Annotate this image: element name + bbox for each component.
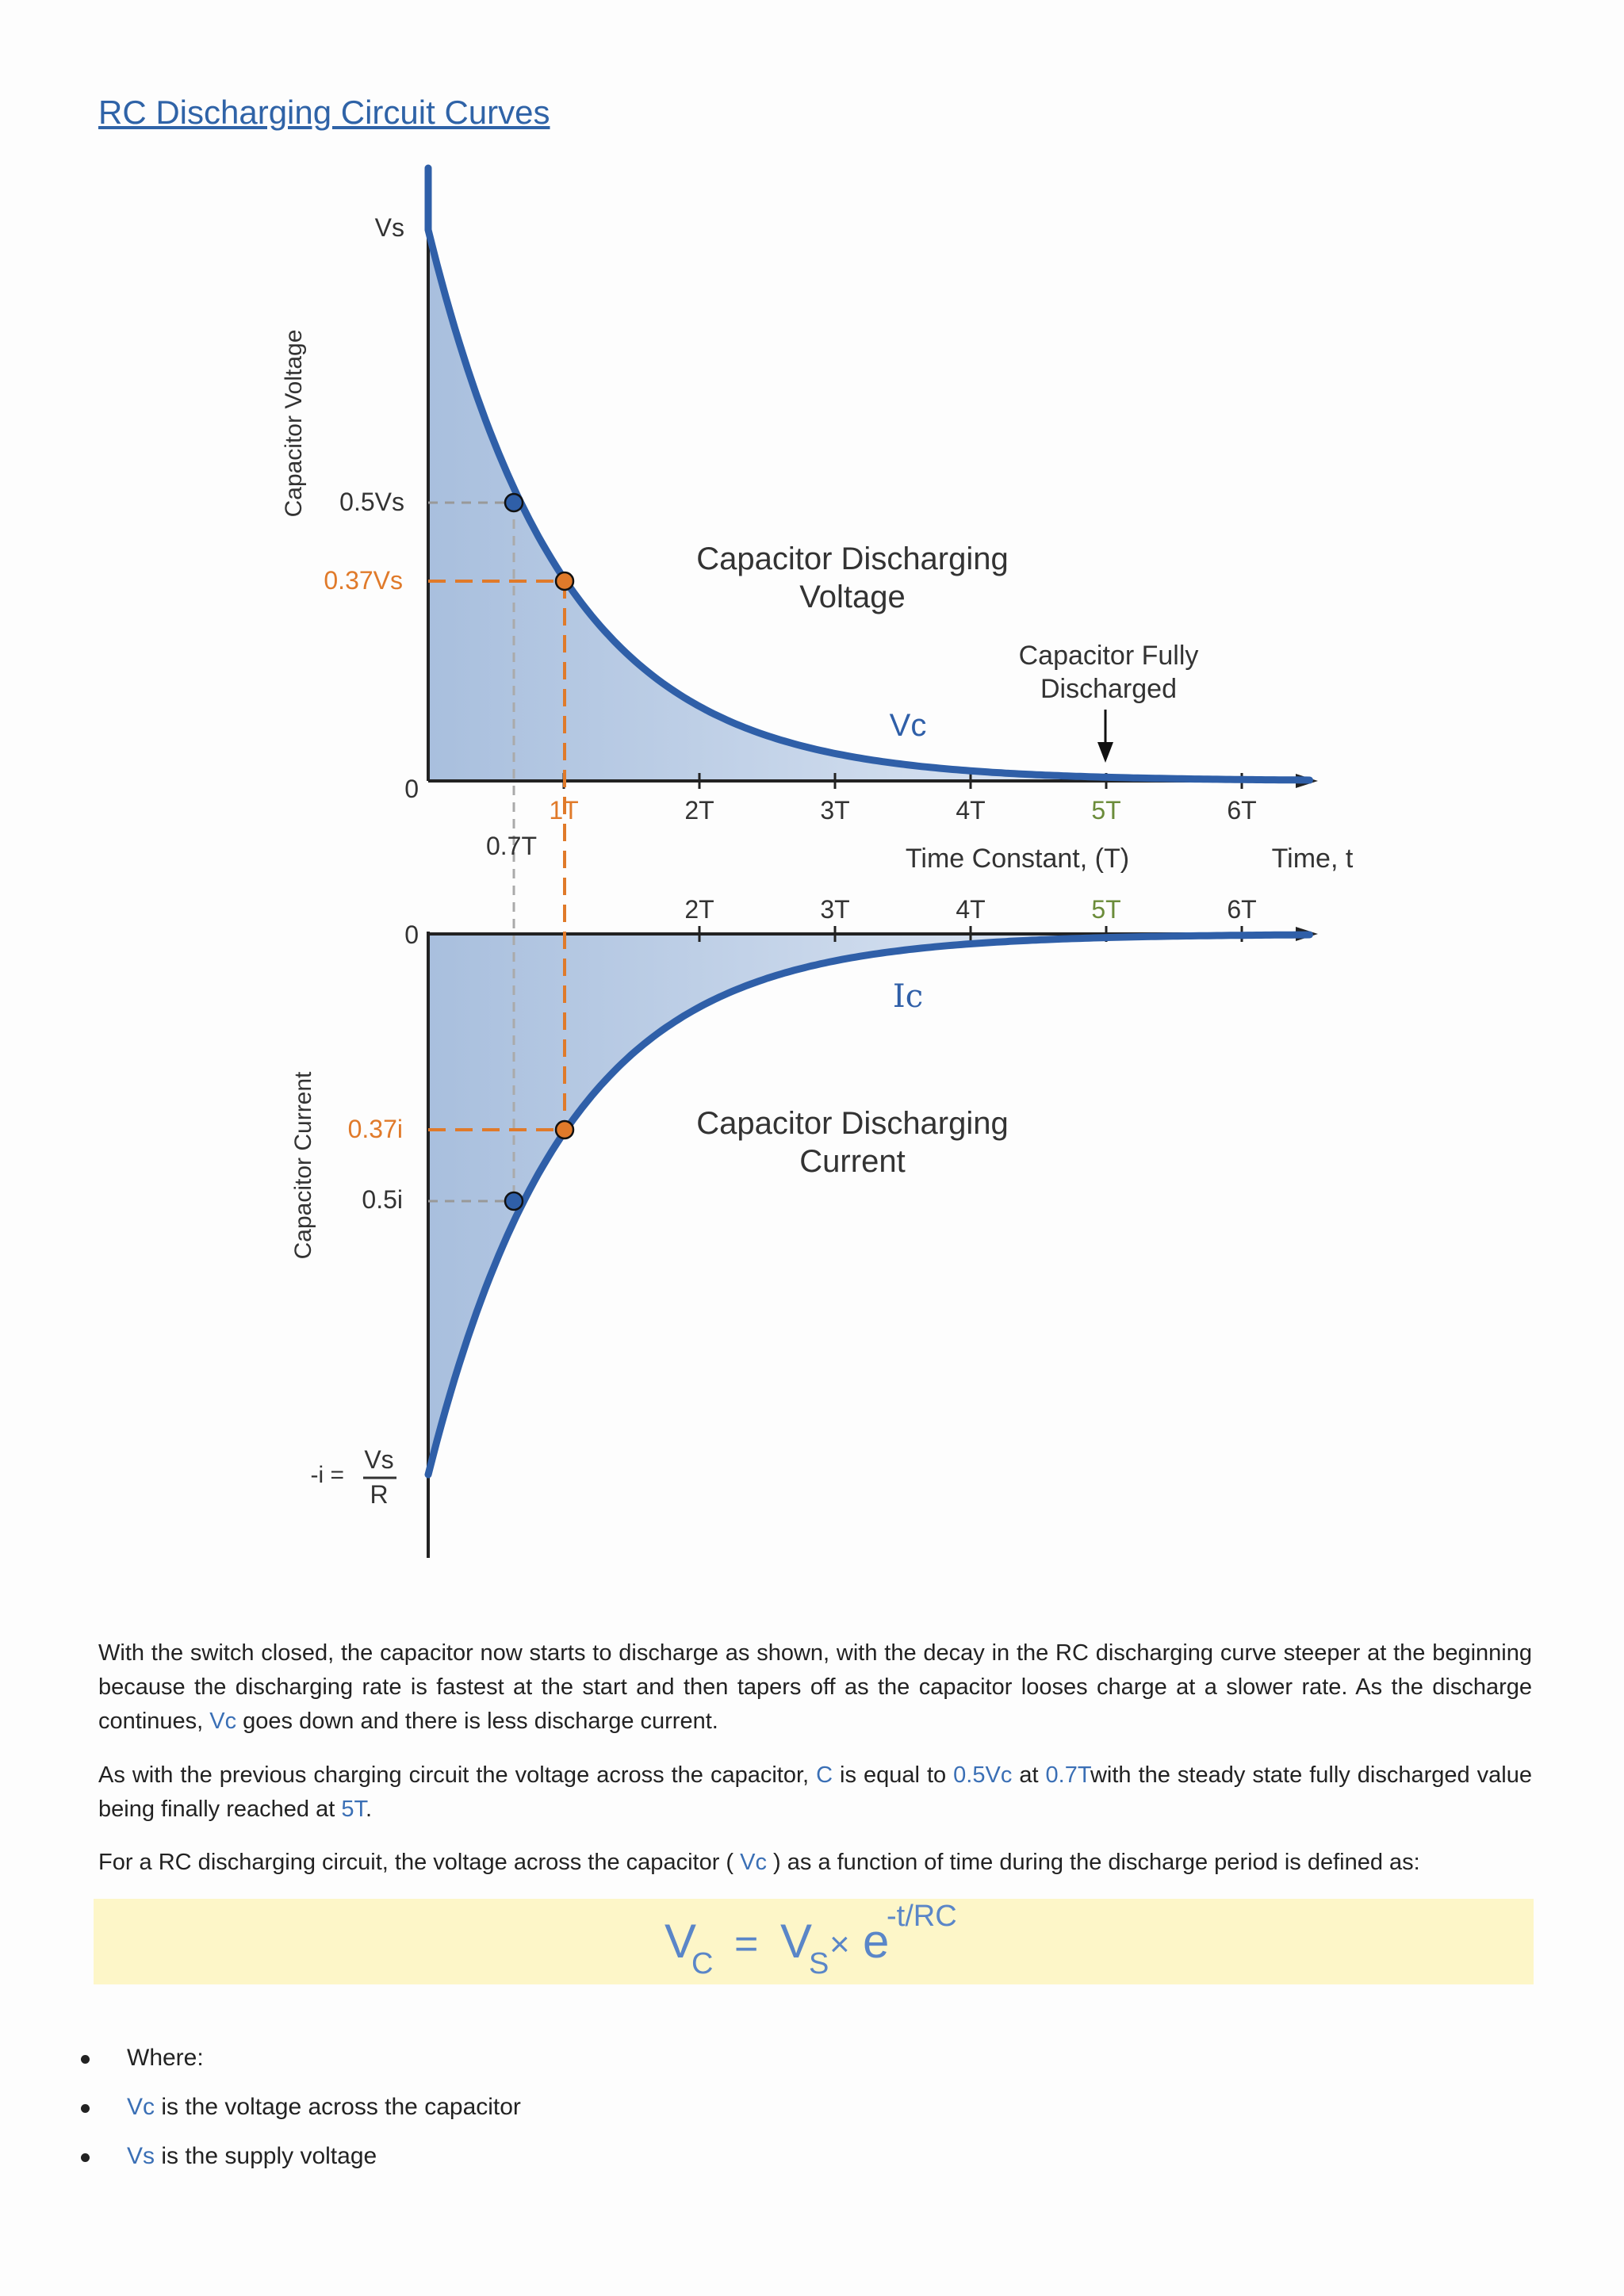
current-area-fill <box>428 934 1310 1475</box>
tick-half-i: 0.5i <box>362 1185 403 1214</box>
neg-i-label: -i = <box>310 1462 344 1488</box>
bullet-icon <box>81 2153 90 2162</box>
i037-point[interactable] <box>556 1121 573 1138</box>
vc-definition: is the voltage across the capacitor <box>155 2094 521 2120</box>
voltage-x-tick-label: 1T <box>549 796 579 825</box>
formula-eq: = <box>734 1921 759 1967</box>
p2-07t: 0.7T <box>1045 1762 1090 1788</box>
list-item <box>48 2034 521 2083</box>
vs-term: Vs <box>127 2143 155 2169</box>
current-x-tick-label: 5T <box>1091 895 1121 924</box>
voltage-curve-title-1: Capacitor Discharging <box>696 541 1009 576</box>
voltage-x-tick-label: 6T <box>1227 796 1257 825</box>
voltage-x-tick-label: 3T <box>820 796 850 825</box>
p1-text-a: With the switch closed, the capacitor now starts to discharge as shown, with the decay in the RC discharging curve steeper at the beginning because the discharging rate is fastest at the start and then tapers off as the capacitor looses charge at a slower rate. As the discharge continues, <box>98 1640 1532 1734</box>
formula-box <box>94 1899 1534 1984</box>
frac-denominator: R <box>370 1480 389 1509</box>
fully-discharged-1: Capacitor Fully <box>1018 641 1199 671</box>
current-curve-title-1: Capacitor Discharging <box>696 1106 1009 1141</box>
bullet-icon <box>81 2055 90 2064</box>
voltage-area-fill <box>428 168 1310 781</box>
formula-times: × <box>829 1925 850 1964</box>
voltage-curve-title-2: Voltage <box>799 580 906 614</box>
p2-text-a: As with the previous charging circuit the voltage across the capacitor, <box>98 1762 817 1788</box>
voltage-y-label: Capacitor Voltage <box>281 329 307 518</box>
formula-vs: V <box>780 1915 813 1968</box>
down-arrow-icon <box>1097 742 1113 763</box>
current-curve-title-2: Current <box>799 1144 906 1179</box>
voltage-x-tick-label: 2T <box>684 796 714 825</box>
tick-zero-i: 0 <box>404 920 419 949</box>
formula-s-sub: S <box>809 1947 829 1980</box>
current-x-tick-label: 6T <box>1227 895 1257 924</box>
tick-037-vs: 0.37Vs <box>324 566 403 595</box>
paragraph-2 <box>98 1758 1532 1827</box>
formula-svg <box>94 1899 1534 1984</box>
half-vs-point[interactable] <box>505 494 523 511</box>
paragraph-1 <box>98 1636 1532 1739</box>
marker-07t: 0.7T <box>485 832 538 860</box>
voltage-x-tick-label: 5T <box>1091 796 1121 825</box>
ic-curve-label: Ic <box>892 978 924 1015</box>
bullet-icon <box>81 2104 90 2113</box>
p3-vc: Vc <box>740 1850 767 1875</box>
tick-037-i: 0.37i <box>347 1115 403 1143</box>
p2-val: 0.5Vc <box>953 1762 1013 1788</box>
p2-5t: 5T <box>341 1797 366 1822</box>
formula-exponent: -t/RC <box>887 1900 957 1933</box>
tick-half-vs: 0.5Vs <box>339 488 404 516</box>
tick-zero-v: 0 <box>404 775 419 803</box>
p1-vc: Vc <box>209 1709 237 1734</box>
fully-discharged-2: Discharged <box>1040 674 1177 704</box>
frac-numerator: Vs <box>364 1445 394 1474</box>
list-item <box>48 2132 521 2181</box>
p2-c: C <box>816 1762 833 1788</box>
p3-text-b: ) as a function of time during the discharge period is defined as: <box>766 1850 1420 1875</box>
vs-definition: is the supply voltage <box>155 2143 377 2169</box>
voltage-x-tick-label: 4T <box>956 796 986 825</box>
p2-at: at <box>1012 1762 1046 1788</box>
list-item <box>48 2083 521 2132</box>
p3-text-a: For a RC discharging circuit, the voltage across the capacitor ( <box>98 1850 741 1875</box>
tick-vs: Vs <box>374 213 404 242</box>
paragraph-3 <box>98 1846 1532 1880</box>
p1-text-b: goes down and there is less discharge current. <box>236 1709 718 1734</box>
half-i-point[interactable] <box>505 1192 523 1210</box>
page-title[interactable]: RC Discharging Circuit Curves <box>98 94 550 131</box>
where-label: Where: <box>127 2045 204 2071</box>
time-constant-label: Time Constant, (T) <box>905 844 1130 874</box>
time-label: Time, t <box>1271 844 1354 874</box>
vc-curve-label: Vc <box>889 708 927 743</box>
definition-list <box>48 2034 521 2181</box>
p2-end: . <box>365 1797 373 1822</box>
formula-v: V <box>665 1915 697 1968</box>
current-x-tick-label: 3T <box>820 895 850 924</box>
current-x-tick-label: 4T <box>956 895 986 924</box>
p2-text-d: with the steady state fully discharged value being finally reached at <box>98 1762 1532 1822</box>
v037-point[interactable] <box>556 572 573 590</box>
vc-term: Vc <box>127 2094 155 2120</box>
current-x-tick-label: 2T <box>684 895 714 924</box>
formula-e: e <box>863 1915 890 1968</box>
formula-c-sub: C <box>691 1947 714 1980</box>
current-y-label: Capacitor Current <box>290 1071 316 1260</box>
p2-text-b: is equal to <box>833 1762 954 1788</box>
